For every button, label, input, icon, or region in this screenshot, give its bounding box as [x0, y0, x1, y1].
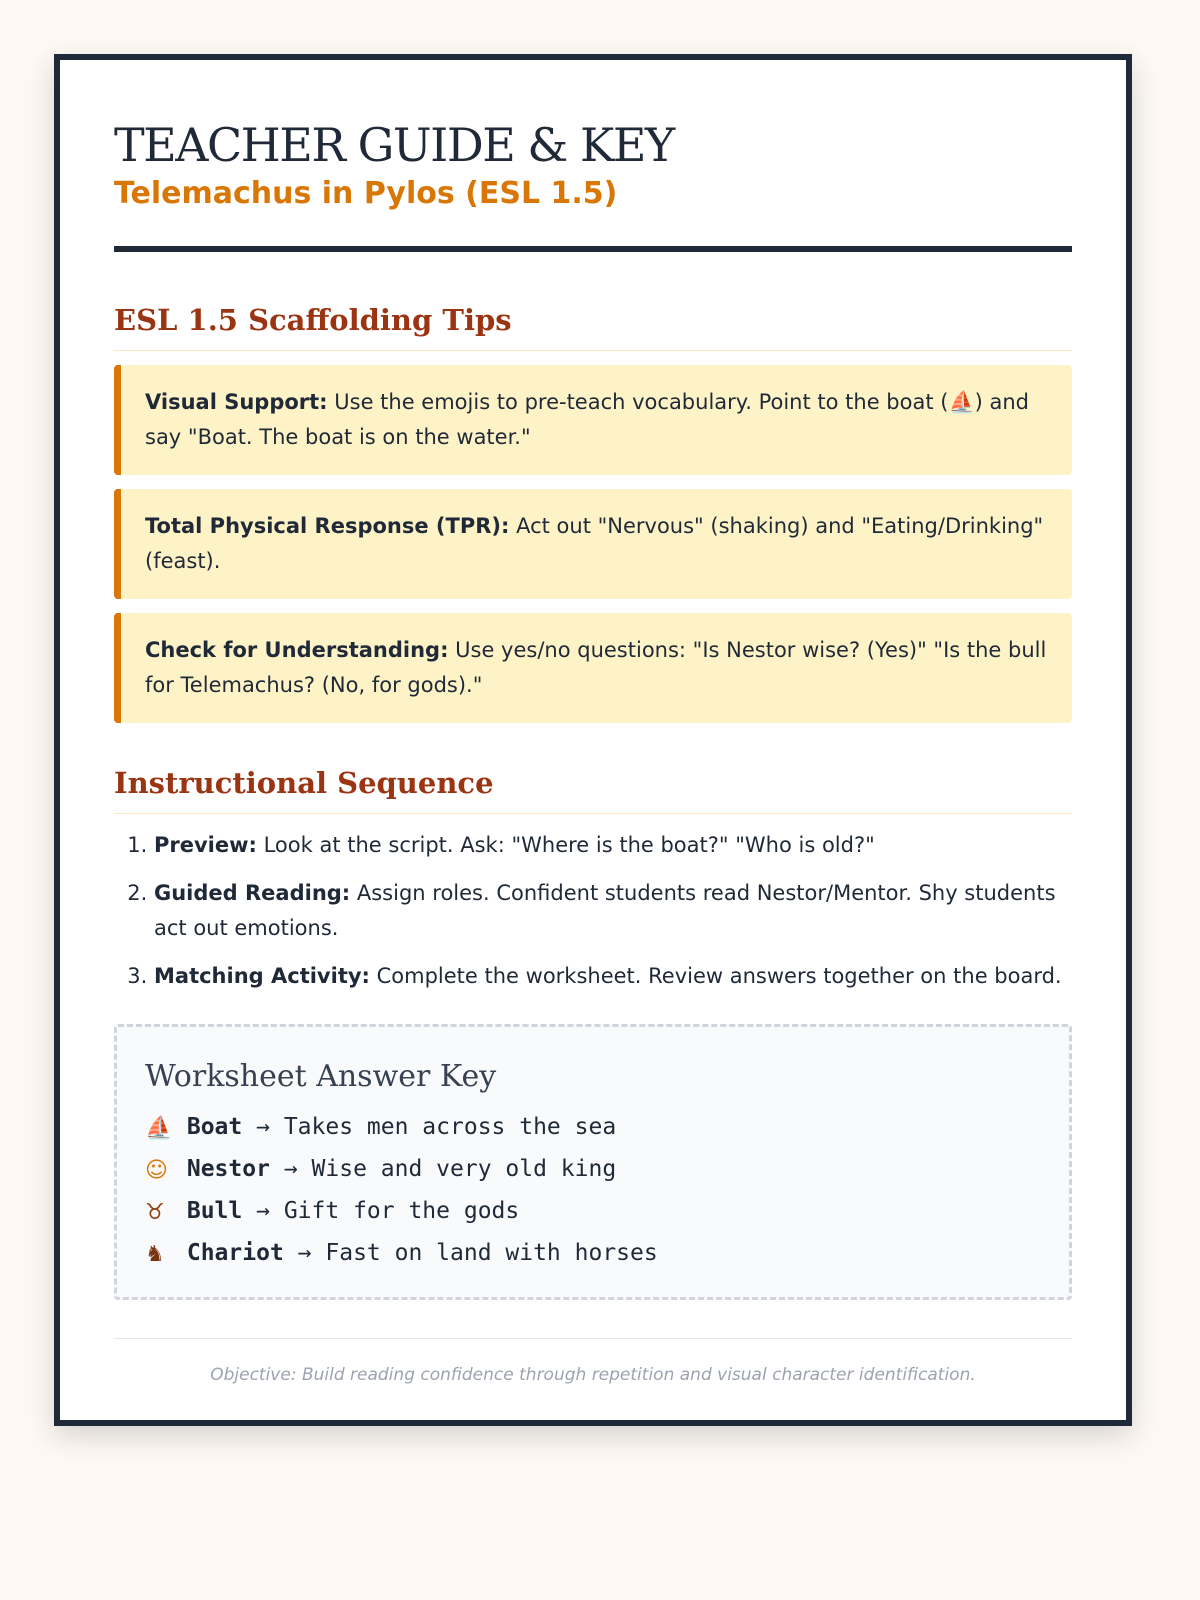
- answer-word: Boat: [186, 1114, 243, 1140]
- tip-label: Visual Support:: [145, 390, 328, 414]
- tip-label: Check for Understanding:: [145, 638, 449, 662]
- old-man-face-icon: ☺: [145, 1158, 168, 1183]
- answer-definition: Gift for the gods: [283, 1198, 520, 1224]
- teacher-guide-page: [54, 54, 1132, 1426]
- step-label: Guided Reading:: [154, 881, 351, 905]
- answer-definition: Fast on land with horses: [325, 1240, 658, 1266]
- step-text: Assign roles. Confident students read Nestor/Mentor. Shy students act out emotions.: [154, 881, 1056, 940]
- arrow-icon: →: [297, 1240, 312, 1266]
- answer-definition: Wise and very old king: [311, 1156, 617, 1182]
- sailboat-icon: ⛵: [145, 1116, 173, 1141]
- bull-icon: ♉: [145, 1200, 165, 1225]
- instruction-steps-list: [114, 828, 1072, 994]
- tip-label: Total Physical Response (TPR):: [145, 514, 510, 538]
- arrow-icon: →: [256, 1114, 270, 1140]
- tip-visual-support: [114, 365, 1072, 475]
- tip-check-understanding: [114, 613, 1072, 723]
- tip-tpr: [114, 489, 1072, 599]
- footer-divider: [114, 1338, 1072, 1339]
- tip-text: Use the emojis to pre-teach vocabulary. Point to the boat (: [327, 390, 949, 414]
- tips-heading: ESL 1.5 Scaffolding Tips: [114, 300, 1072, 351]
- horse-icon: ♞: [145, 1242, 165, 1267]
- answer-word: Bull: [186, 1198, 243, 1224]
- answer-definition: Takes men across the sea: [283, 1114, 617, 1140]
- objective-footer: Objective: Build reading confidence through repetition and visual character identification.: [210, 1365, 976, 1385]
- list-item: [154, 959, 1072, 994]
- list-item: [154, 828, 1072, 863]
- arrow-icon: →: [256, 1198, 270, 1224]
- answer-key-heading: Worksheet Answer Key: [145, 1059, 497, 1094]
- sequence-heading: Instructional Sequence: [114, 763, 1072, 814]
- tip-text: Act out "Nervous" (shaking) and "Eating/Drinking" (feast).: [145, 514, 1044, 573]
- answer-key-box: [114, 1024, 1072, 1300]
- sailboat-icon: ⛵: [948, 390, 975, 414]
- answer-word: Chariot: [186, 1240, 284, 1266]
- answer-key-row: [145, 1191, 1041, 1233]
- header-divider: [114, 246, 1072, 252]
- list-item: [154, 876, 1072, 946]
- arrow-icon: →: [283, 1156, 298, 1182]
- answer-word: Nestor: [186, 1156, 270, 1182]
- step-label: Preview:: [154, 833, 257, 857]
- tip-text-end: ) and say "Boat. The boat is on the water.": [145, 390, 1029, 449]
- page-subtitle: Telemachus in Pylos (ESL 1.5): [114, 176, 618, 211]
- answer-key-row: [145, 1149, 1041, 1191]
- page-title: TEACHER GUIDE & KEY: [114, 118, 674, 172]
- tip-text: Use yes/no questions: "Is Nestor wise? (Yes)" "Is the bull for Telemachus? (No, for gods).": [145, 638, 1047, 697]
- answer-key-row: [145, 1107, 1041, 1149]
- answer-key-row: [145, 1233, 1041, 1275]
- step-text: Complete the worksheet. Review answers together on the board.: [369, 964, 1062, 988]
- step-text: Look at the script. Ask: "Where is the boat?" "Who is old?": [256, 833, 875, 857]
- step-label: Matching Activity:: [154, 964, 370, 988]
